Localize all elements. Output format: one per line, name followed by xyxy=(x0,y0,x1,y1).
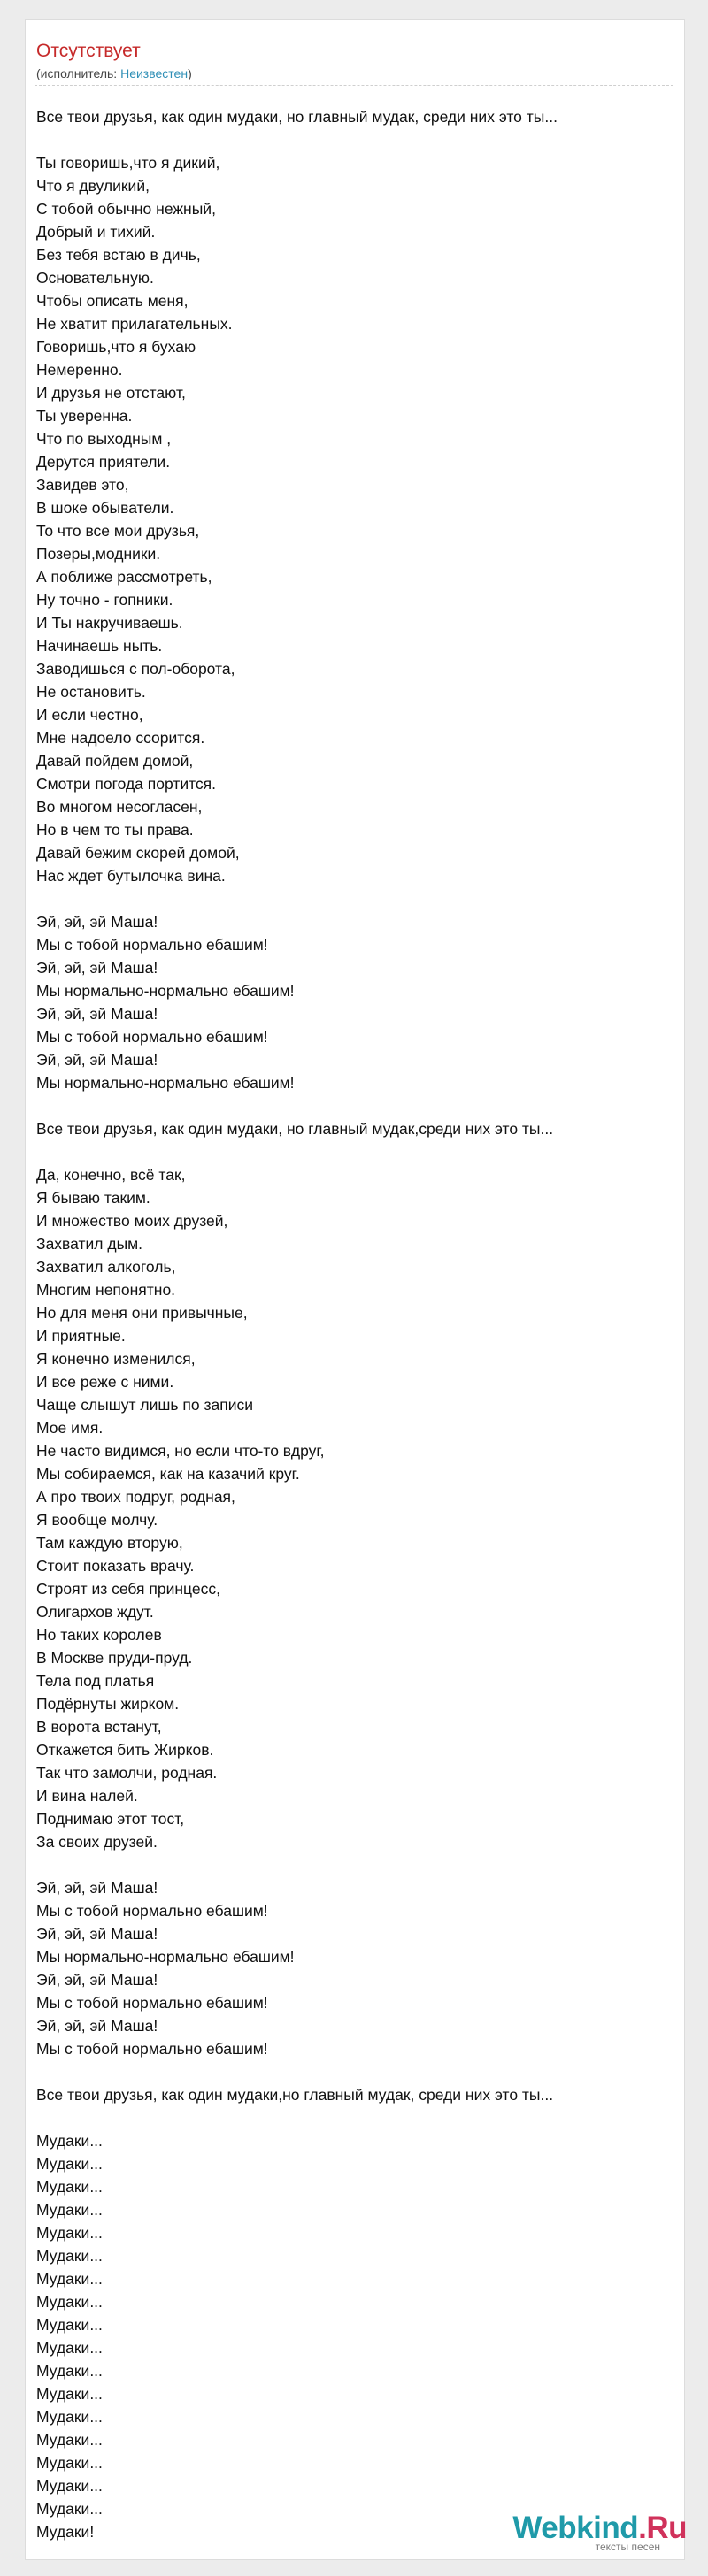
lyric-line: Я конечно изменился, xyxy=(36,1350,196,1368)
lyric-line: Смотри погода портится. xyxy=(36,775,217,793)
lyric-line: Мы нормально-нормально ебашим! xyxy=(36,1948,295,1966)
lyric-line: В Москве пруди-пруд. xyxy=(36,1649,193,1667)
lyric-line: И приятные. xyxy=(36,1327,126,1345)
lyric-line: Захватил дым. xyxy=(36,1235,143,1253)
lyric-line: Начинаешь ныть. xyxy=(36,637,163,655)
lyric-line: Мое имя. xyxy=(36,1419,104,1437)
lyric-line: С тобой обычно нежный, xyxy=(36,200,216,218)
lyric-line: Мудаки... xyxy=(36,2431,103,2449)
stanza-break xyxy=(36,2060,673,2083)
lyric-line: Эй, эй, эй Маша! xyxy=(36,1005,158,1023)
lyric-line: Откажется бить Жирков. xyxy=(36,1741,214,1759)
lyric-line: Основательную. xyxy=(36,269,154,287)
lyric-line: Говоришь,что я бухаю xyxy=(36,338,196,356)
lyric-line: Мне надоело ссорится. xyxy=(36,729,205,747)
lyric-line: Мудаки... xyxy=(36,2270,103,2288)
lyric-line: Во многом несогласен, xyxy=(36,798,203,816)
lyric-line: Нас ждет бутылочка вина. xyxy=(36,867,226,885)
lyric-line: Многим непонятно. xyxy=(36,1281,176,1299)
lyric-line: Дерутся приятели. xyxy=(36,453,171,471)
lyric-line: Не хватит прилагательных. xyxy=(36,315,233,333)
lyric-line: Все твои друзья, как один мудаки,но главный мудак, среди них это ты... xyxy=(36,2086,554,2104)
lyric-line: Все твои друзья, как один мудаки, но главный мудак,среди них это ты... xyxy=(36,1120,554,1138)
lyric-line: Я бываю таким. xyxy=(36,1189,150,1207)
artist-prefix: (исполнитель: xyxy=(36,66,121,80)
lyric-line: Мы с тобой нормально ебашим! xyxy=(36,1902,268,1920)
lyric-line: И друзья не отстают, xyxy=(36,384,186,402)
lyric-line: Подёрнуты жирком. xyxy=(36,1695,180,1713)
lyric-line: Мы нормально-нормально ебашим! xyxy=(36,1074,295,1092)
lyric-line: И если честно, xyxy=(36,706,143,724)
lyric-line: Не часто видимся, но если что-то вдруг, xyxy=(36,1442,325,1460)
lyric-line: Эй, эй, эй Маша! xyxy=(36,1925,158,1943)
lyric-line: За своих друзей. xyxy=(36,1833,158,1851)
lyric-line: Завидев это, xyxy=(36,476,129,494)
lyric-line: Эй, эй, эй Маша! xyxy=(36,913,158,931)
lyric-line: Эй, эй, эй Маша! xyxy=(36,2017,158,2035)
lyric-line: Там каждую вторую, xyxy=(36,1534,183,1552)
lyric-line: И все реже с ними. xyxy=(36,1373,174,1391)
lyric-line: Мудаки... xyxy=(36,2155,103,2173)
lyric-line: В шоке обыватели. xyxy=(36,499,174,517)
lyric-line: Не остановить. xyxy=(36,683,146,701)
lyric-line: Мудаки... xyxy=(36,2247,103,2265)
lyric-line: Мы с тобой нормально ебашим! xyxy=(36,1028,268,1046)
lyric-line: Мудаки... xyxy=(36,2454,103,2472)
lyric-line: Мудаки... xyxy=(36,2178,103,2196)
lyric-line: Ты говоришь,что я дикий, xyxy=(36,154,220,172)
lyric-line: Мы с тобой нормально ебашим! xyxy=(36,1994,268,2012)
lyric-line: То что все мои друзья, xyxy=(36,522,200,540)
lyric-line: Давай бежим скорей домой, xyxy=(36,844,240,862)
lyric-line: Мудаки... xyxy=(36,2201,103,2219)
lyric-line: В ворота встанут, xyxy=(36,1718,162,1736)
site-logo[interactable] xyxy=(512,2512,687,2553)
logo-subtitle: тексты песен xyxy=(595,2541,660,2553)
artist-suffix: ) xyxy=(188,66,192,80)
stanza-break xyxy=(36,1140,673,1163)
lyric-line: Поднимаю этот тост, xyxy=(36,1810,185,1828)
lyric-line: Позеры,модники. xyxy=(36,545,161,563)
lyric-line: Строят из себя принцесс, xyxy=(36,1580,220,1598)
lyric-line: Заводишься с пол-оборота, xyxy=(36,660,235,678)
lyric-line: А про твоих подруг, родная, xyxy=(36,1488,235,1506)
lyric-line: Ты уверенна. xyxy=(36,407,133,425)
lyric-line: Так что замолчи, родная. xyxy=(36,1764,218,1782)
lyric-line: Мы нормально-нормально ебашим! xyxy=(36,982,295,1000)
lyric-line: И Ты накручиваешь. xyxy=(36,614,183,632)
lyric-line: Да, конечно, всё так, xyxy=(36,1166,186,1184)
lyric-line: Мудаки! xyxy=(36,2523,95,2541)
lyric-line: Но таких королев xyxy=(36,1626,162,1644)
lyric-line: Мудаки... xyxy=(36,2385,103,2403)
lyric-line: А поближе рассмотреть, xyxy=(36,568,212,586)
lyric-line: Давай пойдем домой, xyxy=(36,752,194,770)
stanza-break xyxy=(36,1094,673,1117)
stanza-break xyxy=(36,1853,673,1876)
lyric-line: Что по выходным , xyxy=(36,430,172,448)
lyric-line: Эй, эй, эй Маша! xyxy=(36,959,158,977)
header-divider xyxy=(35,85,673,86)
lyric-line: Но в чем то ты права. xyxy=(36,821,194,839)
lyric-line: Эй, эй, эй Маша! xyxy=(36,1879,158,1897)
song-title: Отсутствует xyxy=(36,41,141,61)
lyric-line: Мудаки... xyxy=(36,2132,103,2150)
lyrics-card xyxy=(25,19,685,2560)
lyric-line: Я вообще молчу. xyxy=(36,1511,158,1529)
stanza-break xyxy=(36,887,673,910)
lyric-line: Мудаки... xyxy=(36,2339,103,2357)
logo-web-text: Webkind xyxy=(512,2511,639,2545)
lyric-line: Мы с тобой нормально ебашим! xyxy=(36,2040,268,2058)
lyric-line: Мы с тобой нормально ебашим! xyxy=(36,936,268,954)
lyric-line: Чтобы описать меня, xyxy=(36,292,189,310)
lyric-line: Немеренно. xyxy=(36,361,123,379)
lyric-line: Эй, эй, эй Маша! xyxy=(36,1971,158,1989)
logo-domain-text: .Ru xyxy=(638,2511,687,2545)
lyric-line: Что я двуликий, xyxy=(36,177,150,195)
lyric-line: Мудаки... xyxy=(36,2316,103,2334)
lyric-line: Мудаки... xyxy=(36,2408,103,2426)
lyric-line: Мудаки... xyxy=(36,2500,103,2518)
lyric-line: Мудаки... xyxy=(36,2362,103,2380)
lyric-line: Чаще слышут лишь по записи xyxy=(36,1396,254,1414)
lyric-line: Мудаки... xyxy=(36,2293,103,2311)
lyric-line: Мудаки... xyxy=(36,2224,103,2242)
lyric-line: Мы собираемся, как на казачий круг. xyxy=(36,1465,300,1483)
lyric-line: Ну точно - гопники. xyxy=(36,591,173,609)
lyric-line: Все твои друзья, как один мудаки, но главный мудак, среди них это ты... xyxy=(36,108,558,126)
artist-link[interactable]: Неизвестен xyxy=(120,66,189,80)
lyrics-text xyxy=(36,105,673,2543)
stanza-break xyxy=(36,2106,673,2129)
lyric-line: Добрый и тихий. xyxy=(36,223,156,241)
lyric-line: Захватил алкоголь, xyxy=(36,1258,176,1276)
lyric-line: Олигархов ждут. xyxy=(36,1603,154,1621)
lyric-line: Без тебя встаю в дичь, xyxy=(36,246,201,264)
lyric-line: Тела под платья xyxy=(36,1672,155,1690)
lyric-line: И множество моих друзей, xyxy=(36,1212,228,1230)
stanza-break xyxy=(36,128,673,151)
lyric-line: Эй, эй, эй Маша! xyxy=(36,1051,158,1069)
logo-wordmark xyxy=(512,2512,687,2544)
lyric-line: Стоит показать врачу. xyxy=(36,1557,195,1575)
artist-line xyxy=(36,65,192,81)
lyric-line: Мудаки... xyxy=(36,2477,103,2495)
lyric-line: Но для меня они привычные, xyxy=(36,1304,248,1322)
lyric-line: И вина налей. xyxy=(36,1787,138,1805)
